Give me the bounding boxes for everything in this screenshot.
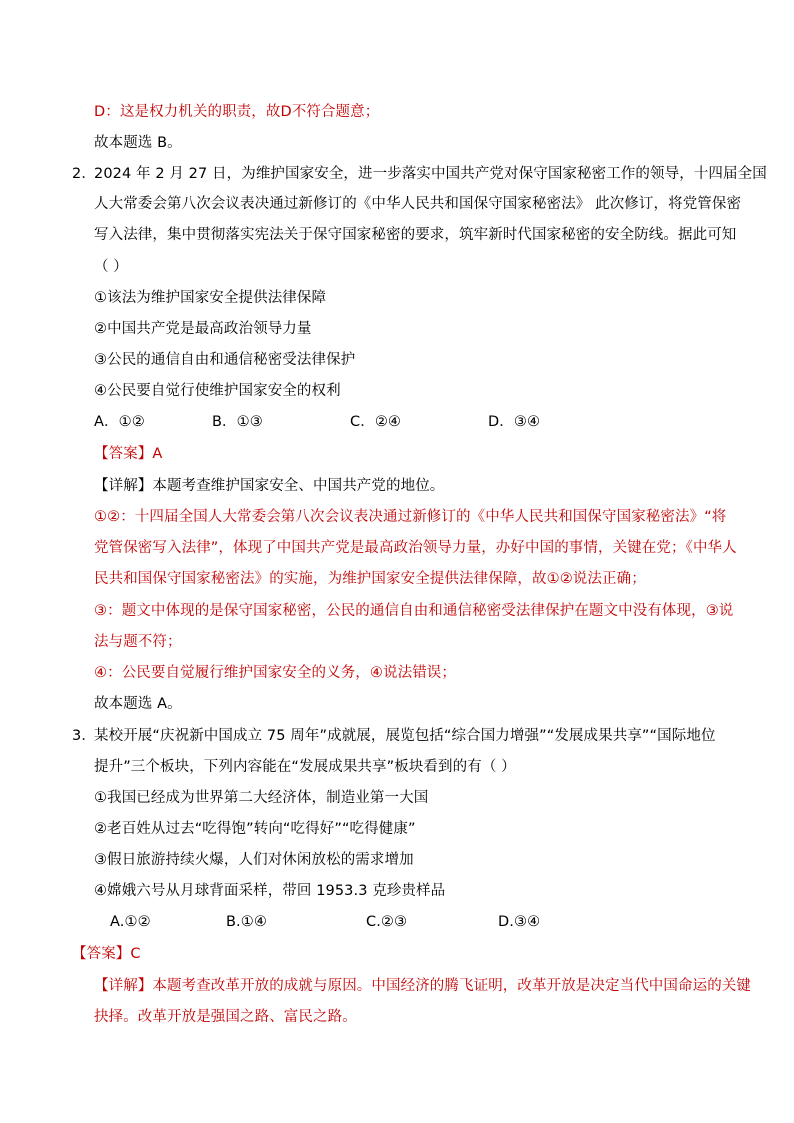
q3-item-1: ①我国已经成为世界第二大经济体，制造业第一大国 (94, 790, 429, 806)
q2-explain-line-3: 民共和国保守国家秘密法》的实施，为维护国家安全提供法律保障，故①②说法正确； (94, 571, 646, 587)
q2-stem-line-2: 人大常委会第八次会议表决通过新修订的《中华人民共和国保守国家秘密法》 此次修订，将党管保密 (94, 196, 742, 212)
q3-detail-line-1: 【详解】本题考查改革开放的成就与原因。中国经济的腾飞证明，改革开放是决定当代中国命运的关键 (94, 978, 751, 994)
q1-d-explanation: D：这是权力机关的职责，故D不符合题意； (94, 104, 380, 120)
q1-conclusion: 故本题选 B。 (94, 135, 182, 151)
q2-explain-line-4: ③：题文中体现的是保守国家秘密，公民的通信自由和通信秘密受法律保护在题文中没有体现，③说 (94, 603, 734, 619)
q3-item-2: ②老百姓从过去“吃得饱”转向“吃得好”“吃得健康” (94, 821, 416, 837)
q3-item-3: ③假日旅游持续火爆，人们对休闲放松的需求增加 (94, 852, 414, 868)
q2-explain-line-2: 党管保密写入法律”，体现了中国共产党是最高政治领导力量，办好中国的事情，关键在党；《中华人 (94, 540, 737, 556)
q2-item-3: ③公民的通信自由和通信秘密受法律保护 (94, 352, 356, 368)
q3-option-d: D.③④ (498, 914, 541, 930)
q2-conclusion: 故本题选 A。 (94, 696, 182, 712)
q2-option-a: A．①② (94, 414, 145, 430)
q2-number: 2． (72, 166, 96, 182)
q3-number: 3． (72, 728, 96, 744)
q3-stem-line-1: 某校开展“庆祝新中国成立 75 周年”成就展，展览包括“综合国力增强”“发展成果共享”“国际地位 (94, 728, 716, 744)
q2-answer: 【答案】A (94, 446, 163, 462)
q2-explain-line-1: ①②：十四届全国人大常委会第八次会议表决通过新修订的《中华人民共和国保守国家秘密法》“将 (94, 509, 727, 525)
q2-item-1: ①该法为维护国家安全提供法律保障 (94, 290, 327, 306)
q2-item-2: ②中国共产党是最高政治领导力量 (94, 321, 312, 337)
q2-explain-line-6: ④：公民要自觉履行维护国家安全的义务，④说法错误； (94, 665, 456, 681)
q2-stem-line-4: （ ） (94, 259, 128, 275)
q2-option-b: B．①③ (212, 414, 263, 430)
q3-option-b: B.①④ (226, 914, 267, 930)
q3-answer: 【答案】C (72, 946, 141, 962)
q2-stem-line-1: 2024 年 2 月 27 日，为维护国家安全，进一步落实中国共产党对保守国家秘密工作的领导，十四届全国 (94, 166, 767, 182)
q3-stem-line-2: 提升”三个板块，下列内容能在“发展成果共享”板块看到的有（ ） (94, 759, 516, 775)
q3-option-a: A.①② (110, 914, 151, 930)
q3-item-4: ④嫦娥六号从月球背面采样，带回 1953.3 克珍贵样品 (94, 883, 446, 899)
q2-detail: 【详解】本题考查维护国家安全、中国共产党的地位。 (94, 478, 445, 494)
q2-option-c: C．②④ (350, 414, 402, 430)
q3-option-c: C.②③ (366, 914, 408, 930)
q2-stem-line-3: 写入法律，集中贯彻落实宪法关于保守国家秘密的要求，筑牢新时代国家秘密的安全防线。据此可知 (94, 227, 737, 243)
q2-explain-line-5: 法与题不符； (94, 634, 182, 650)
q2-item-4: ④公民要自觉行使维护国家安全的权利 (94, 383, 341, 399)
q2-option-d: D．③④ (488, 414, 541, 430)
q3-detail-line-2: 抉择。改革开放是强国之路、富民之路。 (94, 1009, 357, 1025)
